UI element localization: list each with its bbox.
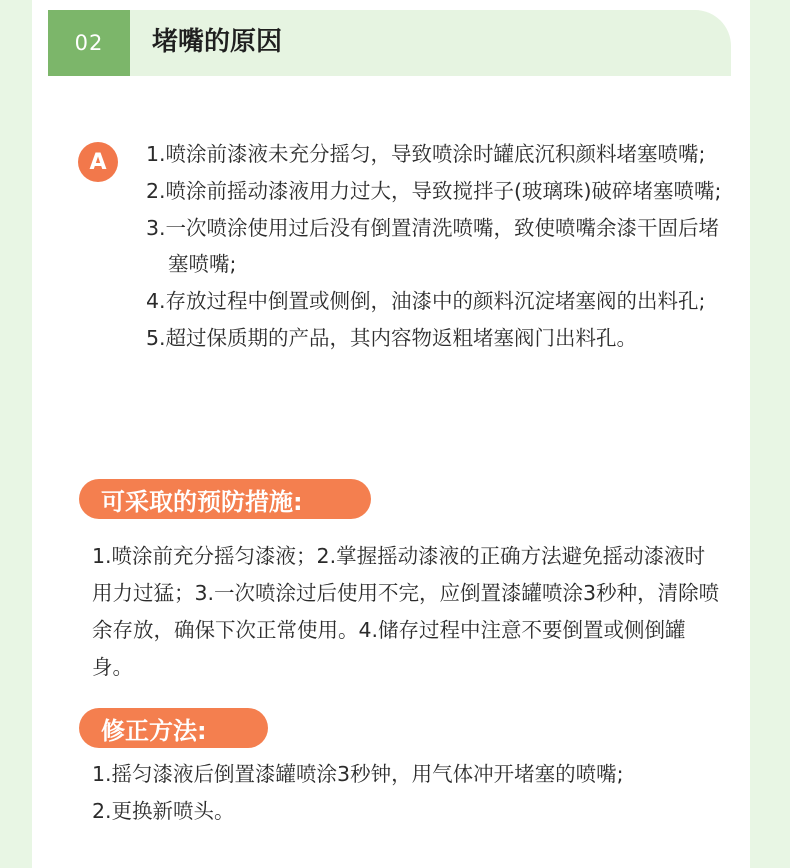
fix-heading: 修正方法: [79,708,268,748]
section-number-badge: 02 [48,10,130,76]
cause-marker-badge: A [78,142,118,182]
causes-list [146,136,726,357]
cause-item: 2.喷涂前摇动漆液用力过大，导致搅拌子(玻璃珠)破碎堵塞喷嘴; [146,179,722,203]
fix-list [92,756,722,830]
measures-text: 1.喷涂前充分摇匀漆液；2.掌握摇动漆液的正确方法避免摇动漆液时用力过猛；3.一次喷涂过后使用不完，应倒置漆罐喷涂3秒种，清除喷余存放，确保下次正常使用。4.储存过程中注意不要倒置或侧倒罐身。 [92,544,720,679]
fix-item: 2.更换新喷头。 [92,799,235,823]
cause-item: 4.存放过程中倒置或侧倒，油漆中的颜料沉淀堵塞阀的出料孔; [146,289,706,313]
section-header-band [48,10,731,76]
cause-item: 3.一次喷涂使用过后没有倒置清洗喷嘴，致使喷嘴余漆干固后堵塞喷嘴; [146,216,720,276]
fix-item: 1.摇匀漆液后倒置漆罐喷涂3秒钟，用气体冲开堵塞的喷嘴; [92,762,624,786]
section-title: 堵嘴的原因 [152,27,283,57]
cause-item: 5.超过保质期的产品，其内容物返粗堵塞阀门出料孔。 [146,326,638,350]
measures-heading: 可采取的预防措施: [79,479,371,519]
cause-item: 1.喷涂前漆液未充分摇匀，导致喷涂时罐底沉积颜料堵塞喷嘴; [146,142,706,166]
